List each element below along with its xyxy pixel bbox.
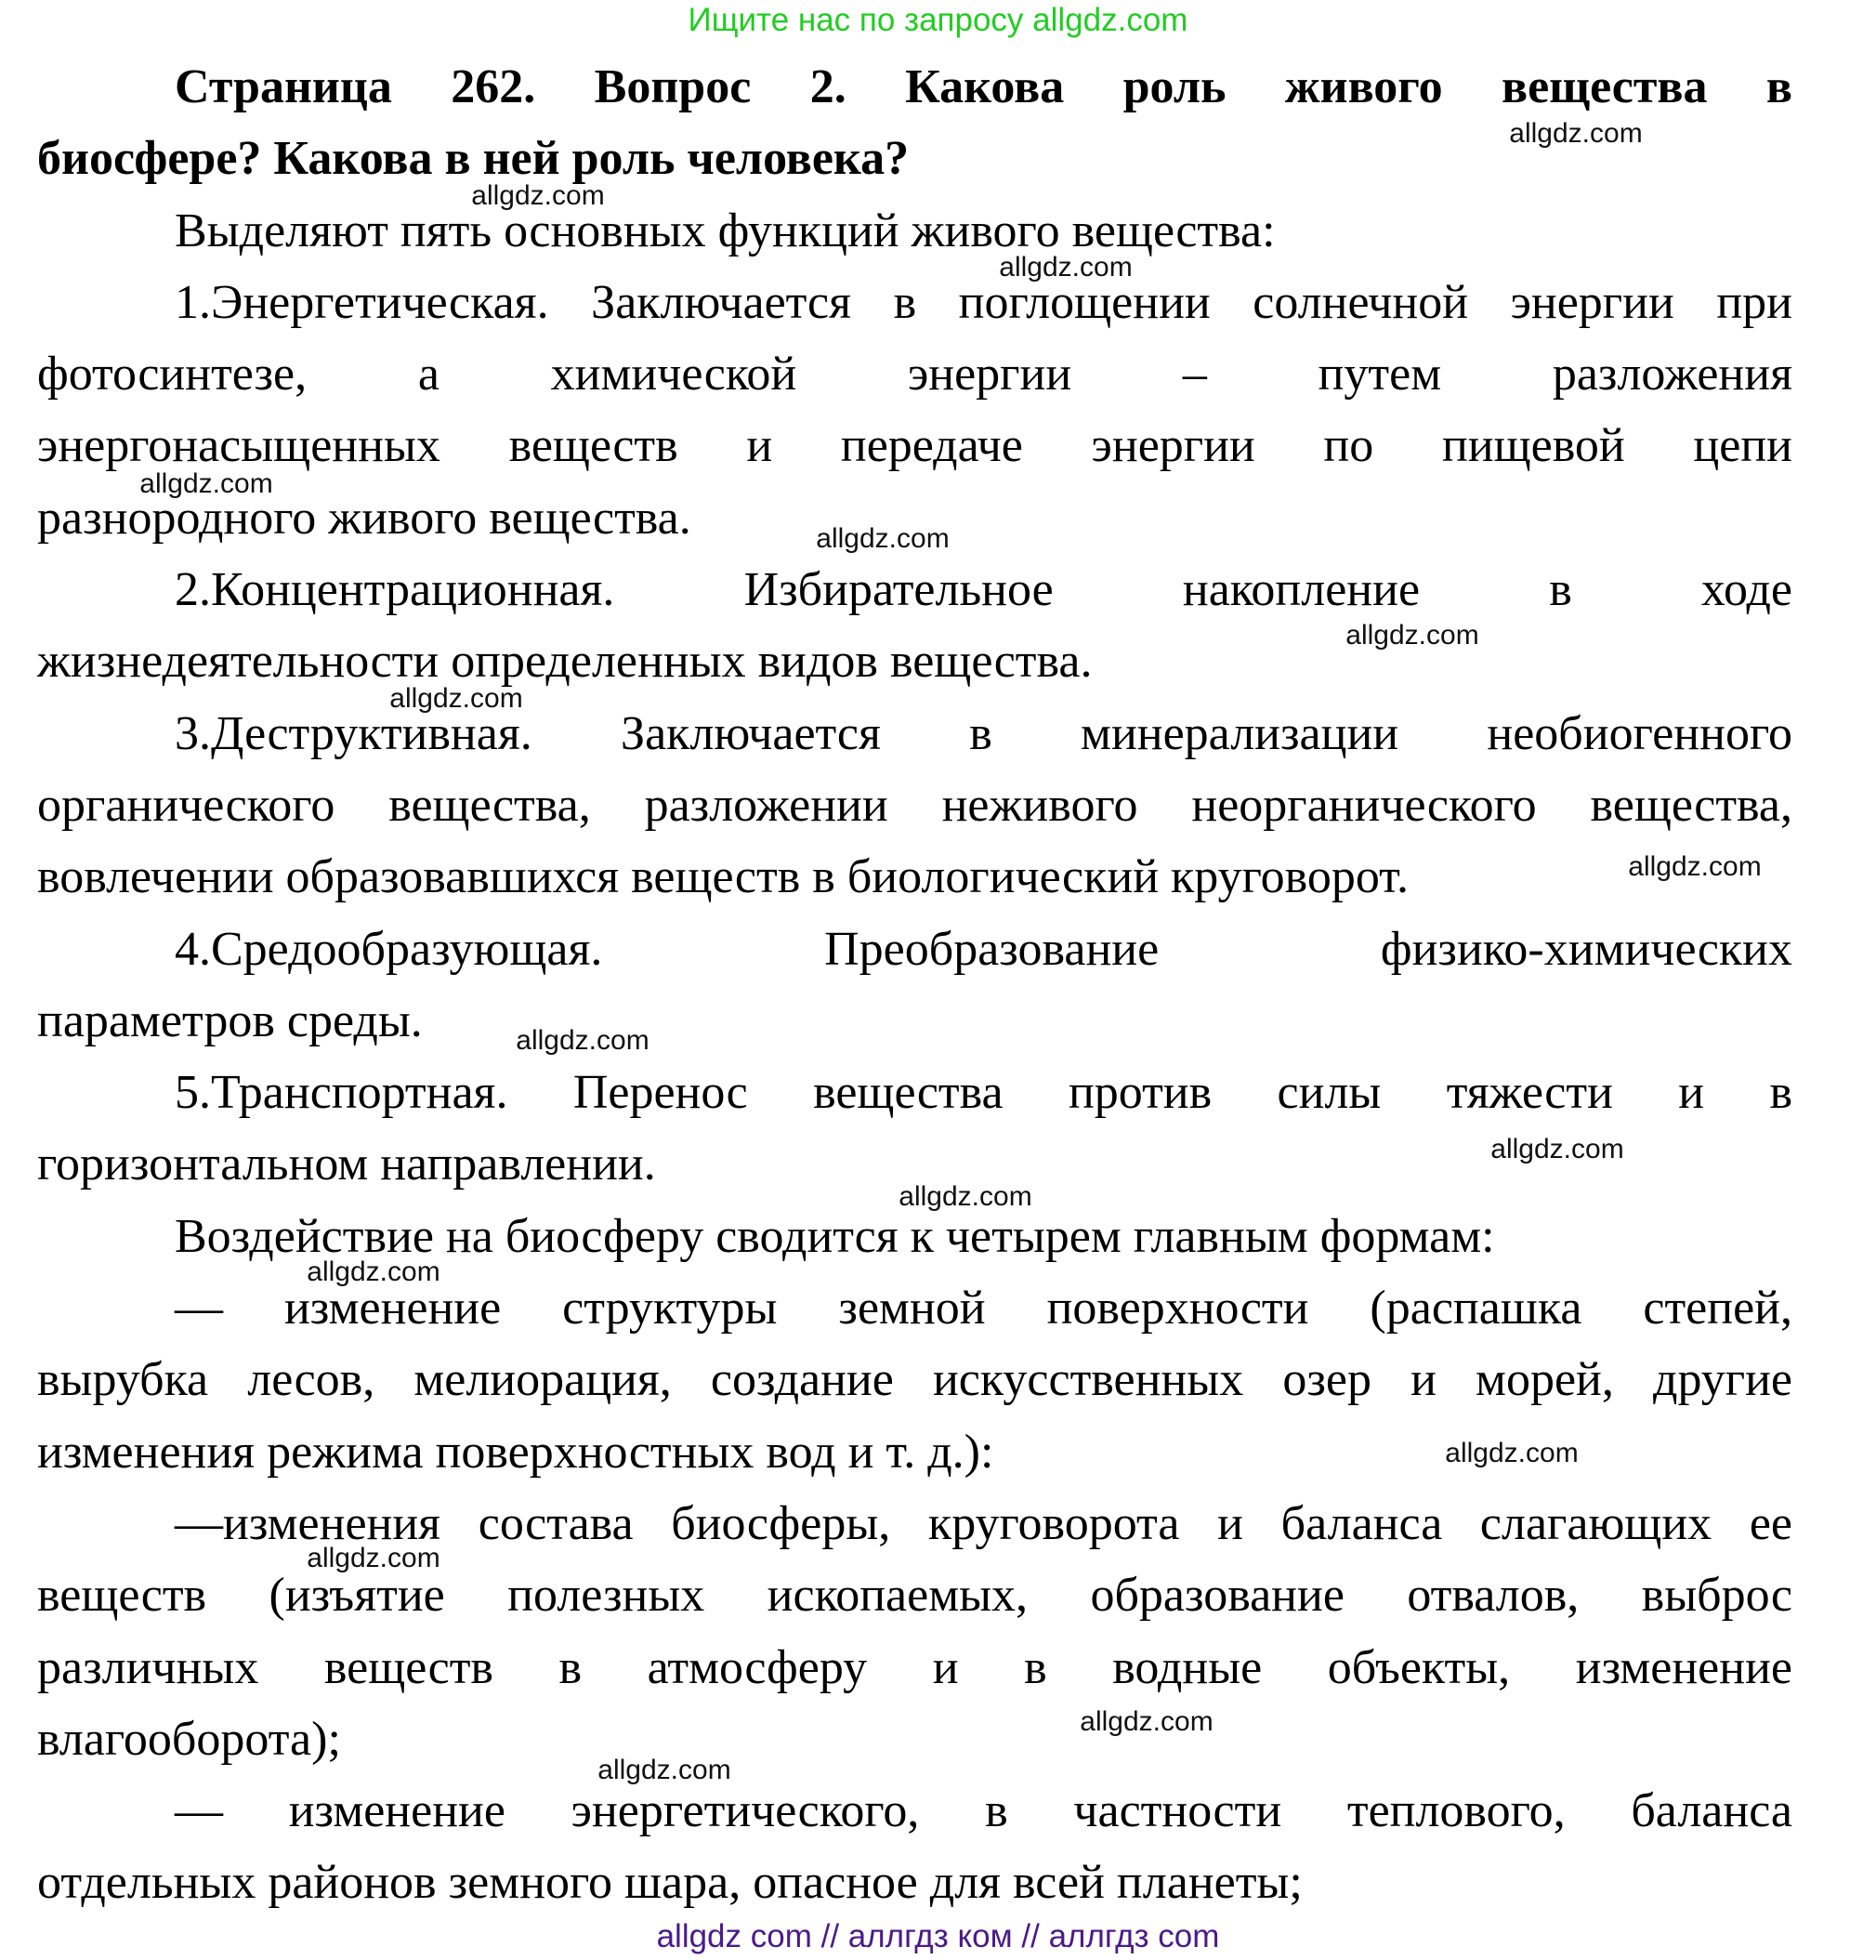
text-line: 2.Концентрационная. Избирательное накопление в ходе	[175, 563, 1792, 617]
answer-text	[37, 51, 1792, 1919]
question-title-line: биосфере? Какова в ней роль человека?	[37, 132, 910, 186]
text-line: 1.Энергетическая. Заключается в поглощении солнечной энергии при	[175, 275, 1792, 329]
text-line: параметров среды.	[37, 993, 423, 1047]
text-line: влагооборота);	[37, 1712, 341, 1766]
watermark: allgdz.com	[389, 683, 523, 714]
text-line: — изменение энергетического, в частности теплового, баланса	[175, 1784, 1792, 1838]
text-line: изменения режима поверхностных вод и т. д.):	[37, 1425, 994, 1479]
watermark: allgdz.com	[899, 1181, 1032, 1212]
text-line: горизонтальном направлении.	[37, 1138, 656, 1191]
watermark: allgdz.com	[1080, 1706, 1213, 1737]
watermark: allgdz.com	[307, 1543, 440, 1573]
text-line: жизнедеятельности определенных видов вещества.	[37, 635, 1093, 689]
text-line: Выделяют пять основных функций живого вещества:	[175, 204, 1276, 257]
text-line: 4.Средообразующая. Преобразование физико-химических	[175, 922, 1792, 976]
watermark: allgdz.com	[1445, 1438, 1579, 1468]
text-line: отдельных районов земного шара, опасное для всей планеты;	[37, 1856, 1303, 1910]
question-title-line: Страница 262. Вопрос 2. Какова роль живого вещества в	[175, 60, 1792, 113]
text-line: —изменения состава биосферы, круговорота и баланса слагающих ее	[175, 1496, 1792, 1550]
text-line: 5.Транспортная. Перенос вещества против силы тяжести и в	[175, 1066, 1792, 1120]
watermark: allgdz.com	[1490, 1134, 1624, 1164]
text-line: энергонасыщенных веществ и передаче энергии по пищевой цепи	[37, 419, 1792, 473]
text-line: фотосинтезе, а химической энергии – путем разложения	[37, 348, 1792, 401]
text-line: органического вещества, разложении неживого неорганического вещества,	[37, 778, 1792, 832]
text-line: вовлечении образовавшихся веществ в биологический круговорот.	[37, 850, 1409, 904]
search-hint-banner: Ищите нас по запросу allgdz.com	[688, 2, 1188, 38]
text-line: веществ (изъятие полезных ископаемых, образование отвалов, выброс	[37, 1569, 1792, 1623]
watermark: allgdz.com	[597, 1755, 731, 1785]
watermark: allgdz.com	[307, 1256, 440, 1287]
text-line: 3.Деструктивная. Заключается в минерализации необиогенного	[175, 706, 1792, 760]
footer-banner: allgdz com // аллгдз ком // аллгдз com	[656, 1918, 1220, 1954]
watermark: allgdz.com	[1628, 851, 1762, 882]
text-line: Воздействие на биосферу сводится к четырем главным формам:	[175, 1209, 1495, 1263]
watermark: allgdz.com	[1509, 118, 1643, 149]
text-line: разнородного живого вещества.	[37, 491, 691, 545]
text-line: различных веществ в атмосферу и в водные объекты, изменение	[37, 1640, 1792, 1694]
text-line: — изменение структуры земной поверхности (распашка степей,	[175, 1282, 1792, 1335]
watermark: allgdz.com	[1345, 620, 1479, 651]
watermark: allgdz.com	[516, 1025, 649, 1056]
watermark: allgdz.com	[139, 468, 273, 499]
watermark: allgdz.com	[999, 252, 1133, 283]
text-line: вырубка лесов, мелиорация, создание искусственных озер и морей, другие	[37, 1353, 1792, 1407]
watermark: allgdz.com	[816, 523, 950, 554]
watermark: allgdz.com	[471, 180, 605, 211]
